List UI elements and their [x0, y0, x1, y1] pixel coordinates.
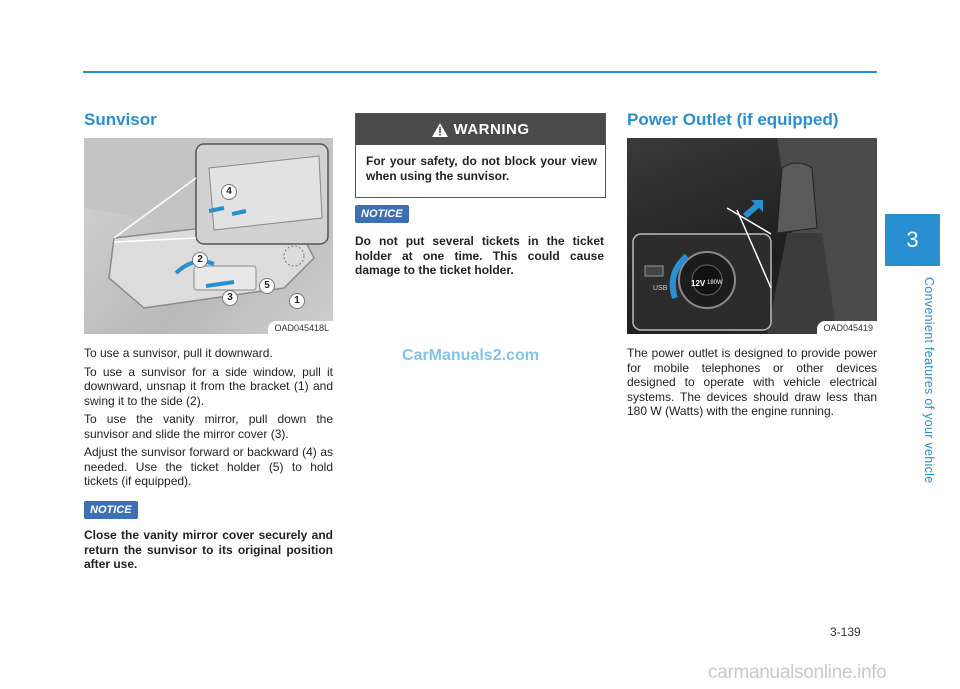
outlet-wattage-label: 180W	[707, 280, 723, 286]
warning-label: WARNING	[453, 121, 530, 138]
sunvisor-figure-code: OAD045418L	[268, 321, 333, 334]
outlet-voltage-label: 12V	[691, 279, 706, 288]
notice-text-left: Close the vanity mirror cover securely and return the sunvisor to its original position after use.	[84, 528, 333, 571]
callout-5: 5	[259, 278, 275, 294]
warning-box	[355, 113, 606, 198]
warning-triangle-icon	[432, 123, 448, 137]
carmanuals-watermark: CarManuals2.com	[402, 347, 539, 364]
usb-label: USB	[653, 285, 668, 292]
warning-text: For your safety, do not block your view when using the sunvisor.	[366, 154, 597, 183]
power-outlet-figure-code: OAD045419	[817, 321, 877, 334]
page-number: 3-139	[830, 625, 861, 639]
paragraph-4: Adjust the sunvisor forward or backward (4) as needed. Use the ticket holder (5) to hold tickets (if equipped).	[84, 445, 333, 488]
power-outlet-heading: Power Outlet (if equipped)	[627, 110, 839, 129]
sunvisor-instructions	[84, 346, 333, 493]
sunvisor-figure	[84, 138, 333, 334]
notice-badge-left: NOTICE	[84, 501, 138, 519]
top-rule	[83, 71, 877, 73]
paragraph-2: To use a sunvisor for a side window, pull it downward, unsnap it from the bracket (1) and swing it to the side (2).	[84, 364, 333, 408]
chapter-title: Convenient features of your vehicle	[922, 277, 936, 484]
callout-3: 3	[222, 290, 238, 306]
chapter-title-vertical	[920, 268, 938, 493]
power-outlet-description: The power outlet is designed to provide power for mobile telephones or other devices designed to operate with vehicle electrical systems. The devices should draw less than 180 W (Watts) with the engine running.	[627, 346, 877, 418]
notice-badge-middle: NOTICE	[355, 205, 409, 223]
footer-watermark: carmanualsonline.info	[708, 662, 887, 683]
warning-header	[356, 114, 605, 145]
callout-4: 4	[221, 184, 237, 200]
callout-1: 1	[289, 293, 305, 309]
chapter-tab: 3	[885, 214, 940, 266]
callout-2: 2	[192, 252, 208, 268]
paragraph-1: To use a sunvisor, pull it downward.	[84, 346, 273, 360]
power-outlet-figure	[627, 138, 877, 334]
power-outlet-illustration	[627, 138, 877, 334]
sunvisor-heading: Sunvisor	[84, 110, 157, 129]
paragraph-3: To use the vanity mirror, pull down the sunvisor and slide the mirror cover (3).	[84, 412, 333, 441]
notice-text-middle: Do not put several tickets in the ticket holder at one time. This could cause damage to the ticket holder.	[355, 234, 604, 277]
